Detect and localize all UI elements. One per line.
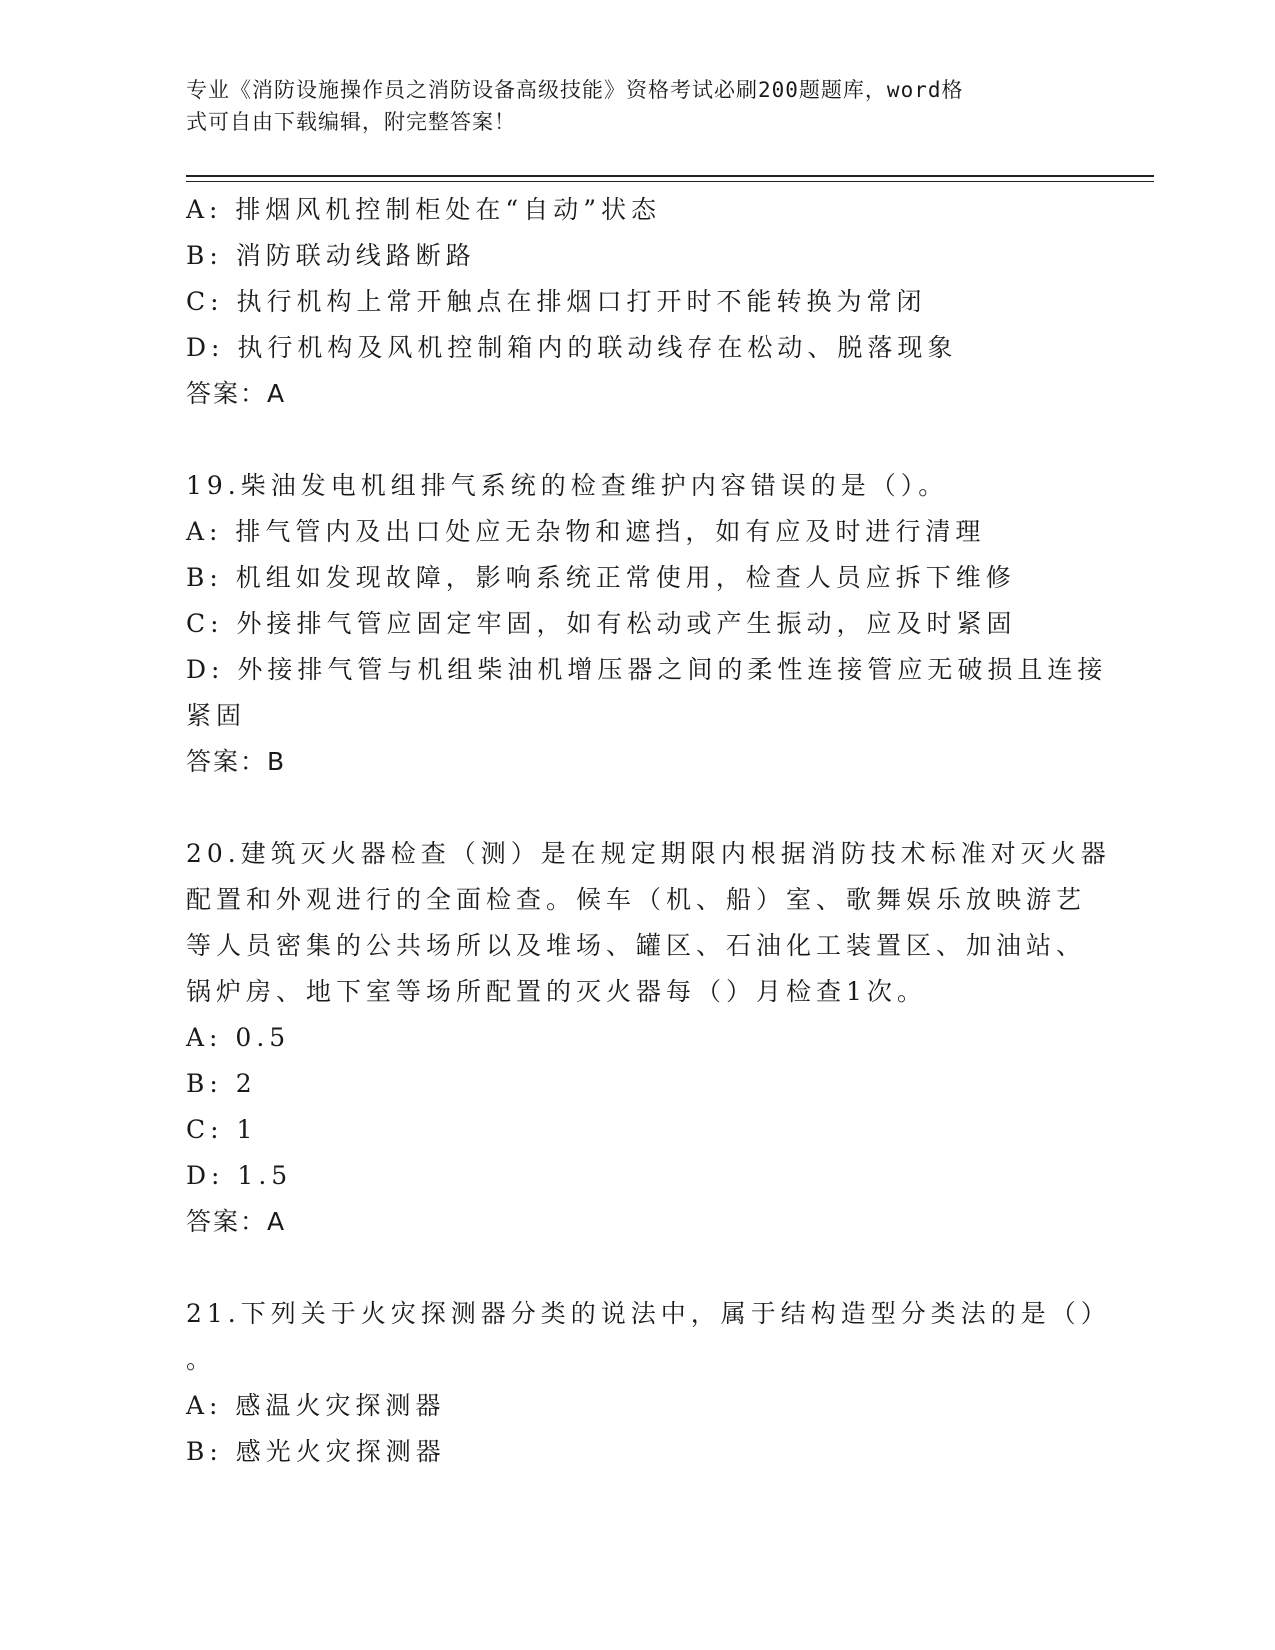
option-c: C: 1 xyxy=(186,1115,258,1144)
option-d-line-2: 紧固 xyxy=(186,701,247,730)
question-20 xyxy=(186,831,1111,1245)
question-stem-line-2: 。 xyxy=(186,1345,217,1374)
option-b: B: 机组如发现故障，影响系统正常使用，检查人员应拆下维修 xyxy=(186,563,1016,592)
question-stem-line-4: 锅炉房、地下室等场所配置的灭火器每（）月检查1次。 xyxy=(186,977,927,1006)
option-d: D: 执行机构及风机控制箱内的联动线存在松动、脱落现象 xyxy=(186,333,958,362)
question-stem-line-2: 配置和外观进行的全面检查。候车（机、船）室、歌舞娱乐放映游艺 xyxy=(186,885,1087,914)
option-a: A: 感温火灾探测器 xyxy=(186,1391,446,1420)
option-a: A: 排烟风机控制柜处在“自动”状态 xyxy=(186,195,661,224)
answer-line: 答案：A xyxy=(186,1207,287,1236)
question-19 xyxy=(186,463,1108,785)
option-d-line-1: D: 外接排气管与机组柴油机增压器之间的柔性连接管应无破损且连接 xyxy=(186,655,1108,684)
document-header xyxy=(186,74,1066,138)
header-line-1: 专业《消防设施操作员之消防设备高级技能》资格考试必刷200题题库，word格 xyxy=(186,78,964,102)
option-a: A: 排气管内及出口处应无杂物和遮挡，如有应及时进行清理 xyxy=(186,517,986,546)
question-stem-line-1: 21.下列关于火灾探测器分类的说法中，属于结构造型分类法的是（） xyxy=(186,1299,1111,1328)
question-stem-line-3: 等人员密集的公共场所以及堆场、罐区、石油化工装置区、加油站、 xyxy=(186,931,1087,960)
option-b: B: 感光火灾探测器 xyxy=(186,1437,446,1466)
option-c: C: 执行机构上常开触点在排烟口打开时不能转换为常闭 xyxy=(186,287,927,316)
question-stem-line-1: 20.建筑灭火器检查（测）是在规定期限内根据消防技术标准对灭火器 xyxy=(186,839,1111,868)
answer-line: 答案：B xyxy=(186,747,287,776)
option-d: D: 1.5 xyxy=(186,1161,293,1190)
option-b: B: 消防联动线路断路 xyxy=(186,241,476,270)
header-divider-thick xyxy=(186,175,1154,177)
question-18 xyxy=(186,187,1086,417)
question-list xyxy=(186,187,1111,1475)
option-c: C: 外接排气管应固定牢固，如有松动或产生振动，应及时紧固 xyxy=(186,609,1017,638)
question-21 xyxy=(186,1291,1111,1475)
answer-line: 答案：A xyxy=(186,379,287,408)
header-line-2: 式可自由下载编辑，附完整答案！ xyxy=(186,110,516,134)
option-b: B: 2 xyxy=(186,1069,257,1098)
header-divider-thin xyxy=(186,181,1154,182)
question-stem: 19.柴油发电机组排气系统的检查维护内容错误的是（）。 xyxy=(186,471,949,500)
option-a: A: 0.5 xyxy=(186,1023,291,1052)
